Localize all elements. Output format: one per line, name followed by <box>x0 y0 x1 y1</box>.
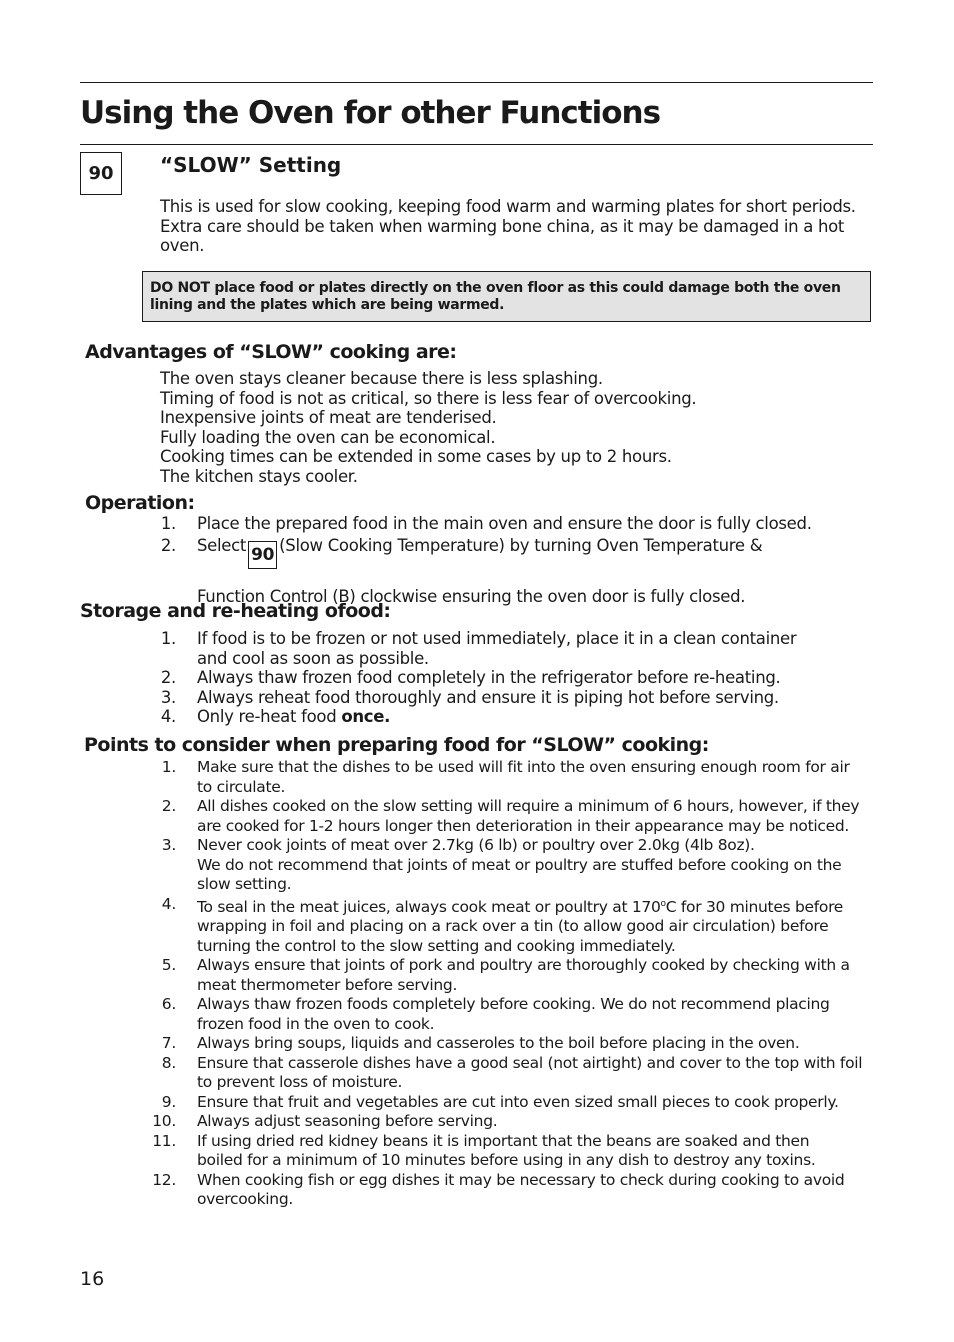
step-number: 2. <box>160 535 176 555</box>
page-number: 16 <box>80 1268 105 1290</box>
step-text <box>197 536 762 607</box>
item-line: If food is to be frozen or not used immediately, place it in a clean container <box>197 629 797 648</box>
item-line: are cooked for 1-2 hours longer then deterioration in their appearance may be noticed. <box>197 816 850 835</box>
item-text <box>197 1054 862 1093</box>
points-list <box>150 758 880 1210</box>
warning-box <box>142 271 871 322</box>
item-text <box>197 1132 815 1171</box>
item-text <box>197 629 796 668</box>
item-line: Make sure that the dishes to be used will fit into the oven ensuring enough room for air <box>197 758 850 776</box>
list-item <box>150 995 880 1034</box>
item-number: 10. <box>152 1112 176 1131</box>
list-item: Cooking times can be extended in some cases by up to 2 hours. <box>160 447 672 466</box>
item-number: 3. <box>161 836 176 854</box>
item-number: 3. <box>160 687 176 707</box>
list-item: Inexpensive joints of meat are tenderised. <box>160 408 497 427</box>
list-item <box>150 1171 880 1210</box>
list-item <box>150 1132 880 1171</box>
list-item <box>150 629 796 668</box>
warning-line: DO NOT place food or plates directly on the oven floor as this could damage both the oven <box>150 280 841 296</box>
item-text <box>197 836 841 895</box>
item-line: Ensure that fruit and vegetables are cut into even sized small pieces to cook properly. <box>197 1092 839 1111</box>
list-item <box>150 836 880 895</box>
item-text <box>197 707 390 727</box>
warning-line: lining and the plates which are being warmed. <box>150 297 505 313</box>
list-item: The oven stays cleaner because there is less splashing. <box>160 369 603 388</box>
list-item <box>150 514 812 534</box>
item-number: 1. <box>161 758 176 776</box>
advantages-heading: Advantages of “SLOW” cooking are: <box>85 341 457 363</box>
item-line: Always reheat food thoroughly and ensure it is piping hot before serving. <box>197 687 779 707</box>
storage-list <box>150 629 796 727</box>
item-text <box>197 1093 839 1113</box>
temperature-badge: 90 <box>80 152 122 195</box>
item-line: boiled for a minimum of 10 minutes before using in any dish to destroy any toxins. <box>197 1151 816 1170</box>
intro-line: oven. <box>160 236 205 255</box>
item-line: Always thaw frozen foods completely before cooking. We do not recommend placing <box>197 995 830 1014</box>
item-line: frozen food in the oven to cook. <box>197 1014 435 1033</box>
item-text <box>197 1112 497 1132</box>
step-text-prefix: Select <box>197 535 247 555</box>
item-number: 12. <box>152 1170 176 1189</box>
item-line: to circulate. <box>197 777 286 796</box>
list-item <box>150 758 880 797</box>
item-line: Always ensure that joints of pork and poultry are thoroughly cooked by checking with a <box>197 956 850 975</box>
item-number: 7. <box>161 1034 176 1053</box>
item-line: overcooking. <box>197 1190 293 1209</box>
item-text <box>197 688 779 708</box>
item-text-bold: once. <box>341 707 391 726</box>
operation-heading: Operation: <box>85 492 195 514</box>
item-line: We do not recommend that joints of meat or poultry are stuffed before cooking on the <box>197 855 842 874</box>
item-text <box>197 956 850 995</box>
item-line: Ensure that casserole dishes have a good seal (not airtight) and cover to the top with foil <box>197 1053 863 1072</box>
list-item <box>150 707 796 727</box>
item-number: 1. <box>160 629 176 648</box>
item-text <box>197 668 780 688</box>
item-number: 2. <box>161 797 176 815</box>
item-text <box>197 895 843 957</box>
item-line: All dishes cooked on the slow setting will require a minimum of 6 hours, however, if they <box>197 797 860 815</box>
item-text <box>197 1171 844 1210</box>
item-text <box>197 995 830 1034</box>
item-line <box>197 707 390 727</box>
list-item <box>150 1054 880 1093</box>
item-number: 4. <box>160 707 176 726</box>
step-number: 1. <box>160 514 176 533</box>
item-line: wrapping in foil and placing on a rack over a tin (to allow good air circulation) before <box>197 917 829 936</box>
advantages-list <box>160 369 696 486</box>
item-line: Always adjust seasoning before serving. <box>197 1112 498 1131</box>
item-line: If using dried red kidney beans it is important that the beans are soaked and then <box>197 1131 810 1150</box>
degree-mark: o <box>660 898 666 909</box>
intro-paragraph <box>160 197 870 256</box>
page-title: Using the Oven for other Functions <box>80 95 661 131</box>
step-text-line: Function Control (B) clockwise ensuring the oven door is fully closed. <box>197 586 746 606</box>
operation-steps <box>150 514 812 606</box>
item-line: turning the control to the slow setting and cooking immediately. <box>197 936 676 955</box>
item-number: 8. <box>161 1053 176 1072</box>
intro-line: This is used for slow cooking, keeping food warm and warming plates for short periods. <box>160 197 856 216</box>
list-item <box>150 956 880 995</box>
item-number: 4. <box>161 894 176 913</box>
list-item: Fully loading the oven can be economical. <box>160 427 496 447</box>
temperature-badge-inline: 90 <box>248 541 277 569</box>
list-item <box>150 895 880 957</box>
list-item <box>150 668 796 688</box>
item-text <box>197 1034 799 1054</box>
title-rule <box>80 144 873 145</box>
list-item <box>150 1112 880 1132</box>
list-item <box>150 1034 880 1054</box>
item-line: and cool as soon as possible. <box>197 648 429 668</box>
item-number: 2. <box>160 668 176 687</box>
item-line: slow setting. <box>197 875 292 893</box>
storage-heading: Storage and re-heating ofood: <box>80 600 391 622</box>
item-text-plain: Only re-heat food <box>197 707 337 726</box>
item-text <box>197 758 850 797</box>
item-number: 6. <box>161 995 176 1014</box>
item-line: When cooking fish or egg dishes it may be necessary to check during cooking to avoid <box>197 1170 845 1189</box>
list-item <box>150 797 880 836</box>
step-text: Place the prepared food in the main oven and ensure the door is fully closed. <box>197 514 812 533</box>
item-number: 9. <box>161 1092 176 1111</box>
item-number: 11. <box>152 1131 176 1150</box>
item-line: Always thaw frozen food completely in the refrigerator before re-heating. <box>197 668 781 687</box>
list-item: Timing of food is not as critical, so there is less fear of overcooking. <box>160 388 697 408</box>
list-item <box>150 688 796 708</box>
item-number: 5. <box>161 956 176 975</box>
intro-line: Extra care should be taken when warming bone china, as it may be damaged in a hot <box>160 216 845 236</box>
item-line: Never cook joints of meat over 2.7kg (6 lb) or poultry over 2.0kg (4lb 8oz). <box>197 836 755 854</box>
list-item <box>150 536 812 607</box>
item-text <box>197 797 859 836</box>
item-line: to prevent loss of moisture. <box>197 1073 403 1092</box>
list-item <box>150 1093 880 1113</box>
item-line: meat thermometer before serving. <box>197 975 458 994</box>
step-text-suffix: (Slow Cooking Temperature) by turning Oven Temperature & <box>279 535 763 555</box>
item-line <box>197 895 843 918</box>
item-line: Always bring soups, liquids and casseroles to the boil before placing in the oven. <box>197 1034 800 1053</box>
item-text-pre: To seal in the meat juices, always cook meat or poultry at 170 <box>197 897 661 916</box>
item-text-post: C for 30 minutes before <box>665 897 844 916</box>
slow-setting-title: “SLOW” Setting <box>160 153 342 177</box>
top-rule <box>80 82 873 83</box>
points-heading: Points to consider when preparing food for “SLOW” cooking: <box>84 734 709 756</box>
list-item: The kitchen stays cooler. <box>160 466 358 486</box>
